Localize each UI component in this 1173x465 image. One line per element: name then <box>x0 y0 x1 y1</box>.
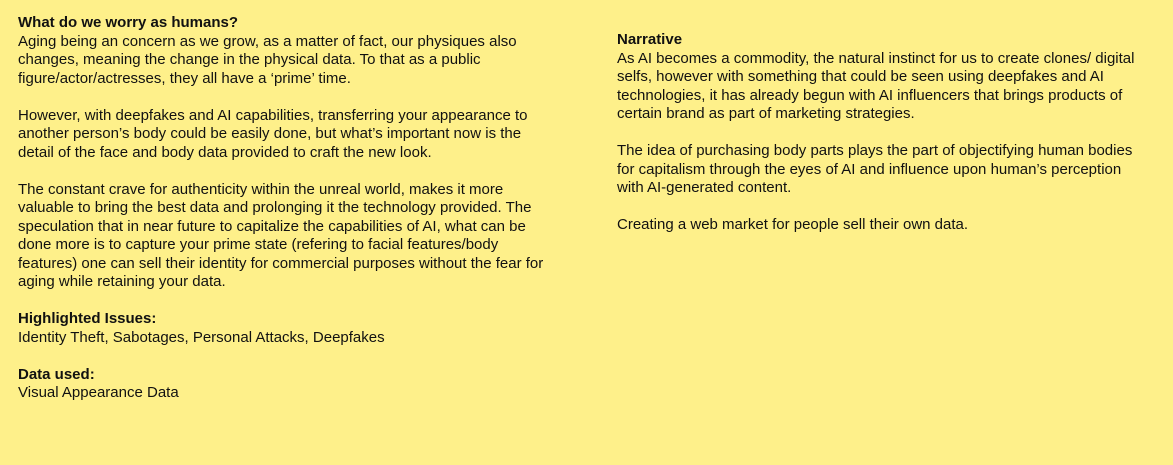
worry-section <box>18 14 558 88</box>
issues-text: Identity Theft, Sabotages, Personal Attacks, Deepfakes <box>18 328 385 346</box>
left-column <box>18 14 558 421</box>
worry-paragraph-3: The constant crave for authenticity within the unreal world, makes it more valuable to bring the best data and prolonging it the technology provided. The speculation that in near future to capitalize the capabilities of AI, what can be done more is to capture your prime state (refering to facial features/body features) one can sell their identity for commercial purposes without the fear for aging while retaining your data. <box>18 180 544 290</box>
worry-heading: What do we worry as humans? <box>18 14 239 31</box>
data-used-text: Visual Appearance Data <box>18 384 179 401</box>
data-used-section <box>18 366 558 403</box>
worry-paragraph-2: However, with deepfakes and AI capabilities, transferring your appearance to another person’s body could be easily done, but what’s important now is the detail of the face and body data provided to craft the new look. <box>18 106 528 161</box>
right-column <box>617 31 1152 253</box>
data-used-heading: Data used: <box>18 365 95 383</box>
narrative-paragraph-1: As AI becomes a commodity, the natural instinct for us to create clones/ digital selfs, however with something that could be seen using deepfakes and AI technologies, it has already begun with AI influencers that brings products of certain brand as part of marketing strategies. <box>617 49 1135 122</box>
narrative-section <box>617 31 1152 124</box>
issues-heading: Highlighted Issues: <box>18 310 157 327</box>
narrative-paragraph-3: Creating a web market for people sell their own data. <box>617 216 969 233</box>
worry-paragraph-1: Aging being an concern as we grow, as a matter of fact, our physiques also changes, meaning the change in the physical data. To that as a public figure/actor/actresses, they all have a ‘prime’ time. <box>18 32 517 87</box>
narrative-heading: Narrative <box>617 31 683 48</box>
narrative-paragraph-2: The idea of purchasing body parts plays the part of objectifying human bodies for capitalism through the eyes of AI and influence upon human’s perception with AI-generated content. <box>617 142 1133 196</box>
issues-section <box>18 310 558 347</box>
